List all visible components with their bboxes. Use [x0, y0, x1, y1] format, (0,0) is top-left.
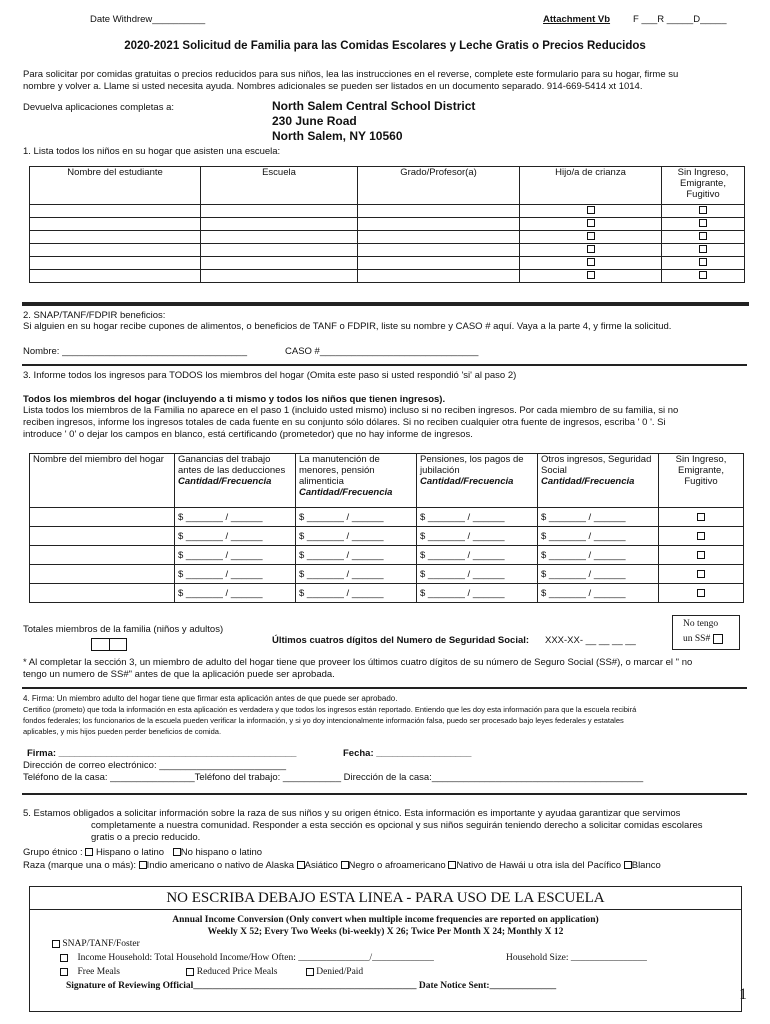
- divider: [22, 364, 747, 366]
- income-row: [30, 546, 744, 565]
- income-cell[interactable]: [30, 527, 175, 546]
- divider: [22, 687, 747, 689]
- section3-bold-line: Todos los miembros del hogar (incluyendo a ti mismo y todos los niños que tienen ingresos).: [23, 394, 446, 405]
- office-use-title: NO ESCRIBA DEBAJO ESTA LINEA - PARA USO DE LA ESCUELA: [30, 887, 741, 910]
- child-cell[interactable]: [30, 257, 201, 270]
- attachment-label: Attachment Vb: [543, 14, 611, 25]
- child-row: [30, 244, 745, 257]
- amount-frequency-field[interactable]: $ _______ / ______: [541, 568, 626, 580]
- income-row: [30, 565, 744, 584]
- district-street: 230 June Road: [272, 114, 357, 128]
- snap-label: SNAP/TANF/Foster: [62, 939, 140, 949]
- income-cell[interactable]: [175, 508, 296, 527]
- ethnic-hispanic-label: Hispano o latino: [95, 847, 165, 858]
- income-cell[interactable]: [30, 508, 175, 527]
- race-asian-label: Asiático: [304, 860, 338, 871]
- income-cell[interactable]: [296, 527, 417, 546]
- free-meals-checkbox[interactable]: [60, 968, 68, 976]
- income-checkbox[interactable]: [60, 954, 68, 962]
- foster-checkbox[interactable]: [587, 245, 595, 253]
- income-cell[interactable]: [175, 584, 296, 603]
- intro-line-1: Para solicitar por comidas gratuitas o precios reducidos para sus niños, lea las instrucciones en el reverse, complete este formulario para su hogar, firme su: [23, 69, 679, 80]
- page-number: 1: [739, 986, 747, 1003]
- section5-text-2: completamente a nuestra comunidad. Responder a esta sección es opcional y sus niños seguirán teniendo derecho a solicitar comidas escolares: [91, 820, 703, 831]
- child-cell[interactable]: [662, 257, 745, 270]
- child-cell[interactable]: [30, 231, 201, 244]
- race-native-american-checkbox[interactable]: [139, 861, 147, 869]
- district-name: North Salem Central School District: [272, 99, 476, 113]
- household-total-box[interactable]: [91, 638, 127, 651]
- cert-text-3: aplicables, y mis hijos pueden perder beneficios de comida.: [23, 727, 222, 736]
- race-pacific-islander-label: Nativo de Hawái u otra isla del Pacífico: [456, 860, 622, 871]
- amount-frequency-field[interactable]: $ _______ / ______: [541, 511, 626, 523]
- col-other-income-label: Otros ingresos, Seguridad Social: [541, 454, 652, 476]
- income-row: [30, 527, 744, 546]
- amount-frequency-field[interactable]: $ _______ / ______: [299, 587, 384, 599]
- race-native-american-label: Indio americano o nativo de Alaska: [146, 860, 294, 871]
- no-income-checkbox[interactable]: [699, 232, 707, 240]
- income-cell[interactable]: [296, 584, 417, 603]
- ssn-label: Últimos cuatros dígitos del Numero de Seguridad Social:: [272, 635, 530, 646]
- income-row: [60, 953, 434, 963]
- income-cell[interactable]: [296, 508, 417, 527]
- ethnic-hispanic-checkbox[interactable]: [85, 848, 93, 856]
- income-cell[interactable]: [175, 546, 296, 565]
- child-cell[interactable]: [358, 231, 520, 244]
- col-other-income-freq: Cantidad/Frecuencia: [541, 476, 635, 487]
- amount-frequency-field[interactable]: $ _______ / ______: [420, 549, 505, 561]
- child-cell[interactable]: [662, 218, 745, 231]
- amount-frequency-field[interactable]: $ _______ / ______: [178, 549, 263, 561]
- income-cell[interactable]: [417, 508, 538, 527]
- no-ssn-line-1: No tengo: [683, 619, 719, 629]
- foster-checkbox[interactable]: [587, 219, 595, 227]
- child-cell[interactable]: [358, 257, 520, 270]
- household-size-field[interactable]: Household Size: ________________: [506, 953, 647, 963]
- member-no-income-checkbox[interactable]: [697, 513, 705, 521]
- col-pensions-label: Pensiones, los pagos de jubilación: [420, 454, 524, 476]
- denied-label: Denied/Paid: [316, 967, 364, 977]
- col-pensions: [417, 454, 538, 508]
- form-title: 2020-2021 Solicitud de Familia para las Comidas Escolares y Leche Gratis o Precios Reducidos: [124, 40, 646, 52]
- col-foster: Hijo/a de crianza: [520, 167, 662, 205]
- col-student-name: Nombre del estudiante: [30, 167, 201, 205]
- reduced-price-label: Reduced Price Meals: [196, 967, 278, 977]
- ssn-note-2: tengo un numero de SS#" antes de que la aplicación puede ser aprobada.: [23, 669, 335, 680]
- amount-frequency-field[interactable]: $ _______ / ______: [299, 530, 384, 542]
- foster-checkbox[interactable]: [587, 258, 595, 266]
- no-income-checkbox[interactable]: [699, 258, 707, 266]
- child-cell[interactable]: [201, 257, 358, 270]
- section3-text-1: Lista todos los miembros de la Familia no aparece en el paso 1 (incluido usted mismo) incluso si no reciben ingresos. Por cada miembro de su familia, si no: [23, 405, 679, 416]
- income-household-field[interactable]: Income Household: Total Household Income/How Often: _______________/_____________: [77, 953, 434, 963]
- child-cell[interactable]: [201, 244, 358, 257]
- section2-label: 2. SNAP/TANF/FDPIR beneficios:: [23, 310, 166, 321]
- children-table: [29, 166, 745, 283]
- income-cell[interactable]: [538, 546, 659, 565]
- determination-row: [60, 967, 363, 977]
- child-cell[interactable]: [30, 218, 201, 231]
- child-cell[interactable]: [30, 244, 201, 257]
- income-cell[interactable]: [659, 508, 744, 527]
- child-cell[interactable]: [520, 231, 662, 244]
- income-table: [29, 453, 744, 603]
- income-cell[interactable]: [659, 546, 744, 565]
- foster-checkbox[interactable]: [587, 232, 595, 240]
- divider: [22, 793, 747, 795]
- amount-frequency-field[interactable]: $ _______ / ______: [299, 511, 384, 523]
- race-white-label: Blanco: [631, 860, 661, 871]
- race-white-checkbox[interactable]: [624, 861, 632, 869]
- income-cell[interactable]: [30, 546, 175, 565]
- col-child-support: [296, 454, 417, 508]
- child-cell[interactable]: [520, 257, 662, 270]
- child-row: [30, 270, 745, 283]
- section5-text-3: gratis o a precio reducido.: [91, 832, 201, 843]
- section2-text: Si alguien en su hogar recibe cupones de alimentos, o beneficios de TANF o FDPIR, liste su nombre y CASO # aquí. Vaya a la parte 4, y firme la solicitud.: [23, 321, 672, 332]
- ssn-field[interactable]: XXX-XX- __ __ __ __: [545, 635, 636, 646]
- child-cell[interactable]: [201, 231, 358, 244]
- child-cell[interactable]: [30, 205, 201, 218]
- child-cell[interactable]: [201, 205, 358, 218]
- amount-frequency-field[interactable]: $ _______ / ______: [178, 587, 263, 599]
- child-cell[interactable]: [30, 270, 201, 283]
- snap-checkbox[interactable]: [52, 940, 60, 948]
- section1-label: 1. Lista todos los niños en su hogar que asisten una escuela:: [23, 146, 281, 157]
- income-row: [30, 508, 744, 527]
- income-conversion-1: Annual Income Conversion (Only convert when multiple income frequencies are reported on application): [172, 915, 599, 925]
- race-black-checkbox[interactable]: [341, 861, 349, 869]
- cert-text-1: Certifico (prometo) que toda la información en esta aplicación es verdadera y que todos los ingresos están reportado. Entiendo que les doy esta información para que la escuela recibirá: [23, 705, 637, 714]
- child-cell[interactable]: [520, 205, 662, 218]
- child-row: [30, 218, 745, 231]
- section4-label: 4. Firma: Un miembro adulto del hogar tiene que firmar esta aplicación antes de que puede ser aprobado.: [23, 694, 398, 703]
- amount-frequency-field[interactable]: $ _______ / ______: [541, 587, 626, 599]
- income-cell[interactable]: [417, 565, 538, 584]
- child-cell[interactable]: [201, 270, 358, 283]
- income-cell[interactable]: [659, 565, 744, 584]
- income-cell[interactable]: [30, 584, 175, 603]
- race-black-label: Negro o afroamericano: [348, 860, 446, 871]
- member-no-income-checkbox[interactable]: [697, 551, 705, 559]
- date-field[interactable]: Fecha: __________________: [343, 748, 472, 759]
- income-cell[interactable]: [538, 584, 659, 603]
- col-no-income: Sin Ingreso, Emigrante, Fugitivo: [662, 167, 745, 205]
- income-cell[interactable]: [30, 565, 175, 584]
- email-field[interactable]: Dirección de correo electrónico: ________________________: [23, 760, 287, 771]
- col-child-support-label: La manutención de menores, pensión alimenticia: [299, 454, 380, 487]
- ethnic-row: [23, 847, 262, 858]
- ethnic-label: Grupo étnico :: [23, 847, 83, 858]
- col-member-no-income: Sin Ingreso, Emigrante, Fugitivo: [659, 454, 744, 508]
- income-cell[interactable]: [417, 527, 538, 546]
- phone-address-field[interactable]: Teléfono de la casa: ________________Teléfono del trabajo: ___________ Dirección de la casa:________________________________________: [23, 772, 644, 783]
- section3-text-3: introduce ' 0' o dejar los campos en blanco, está certificando (prometedor) que no hay informe de ingresos.: [23, 429, 473, 440]
- box-divider: [109, 639, 110, 651]
- race-asian-checkbox[interactable]: [297, 861, 305, 869]
- amount-frequency-field[interactable]: $ _______ / ______: [178, 568, 263, 580]
- amount-frequency-field[interactable]: $ _______ / ______: [299, 549, 384, 561]
- income-cell[interactable]: [417, 546, 538, 565]
- child-row: [30, 231, 745, 244]
- no-income-checkbox[interactable]: [699, 206, 707, 214]
- income-cell[interactable]: [538, 508, 659, 527]
- income-cell[interactable]: [538, 565, 659, 584]
- reduced-price-checkbox[interactable]: [186, 968, 194, 976]
- ethnic-non-hispanic-label: No hispano o latino: [180, 847, 263, 858]
- child-cell[interactable]: [358, 205, 520, 218]
- income-cell[interactable]: [417, 584, 538, 603]
- amount-frequency-field[interactable]: $ _______ / ______: [420, 530, 505, 542]
- child-row: [30, 257, 745, 270]
- amount-frequency-field[interactable]: $ _______ / ______: [541, 530, 626, 542]
- section5-text-1: 5. Estamos obligados a solicitar información sobre la raza de sus niños y su origen étnico. Esta información es importante y ayudaa garantizar que servimos: [23, 808, 681, 819]
- race-label: Raza (marque una o más):: [23, 860, 136, 871]
- foster-checkbox[interactable]: [587, 271, 595, 279]
- child-cell[interactable]: [662, 244, 745, 257]
- divider: [22, 302, 749, 306]
- amount-frequency-field[interactable]: $ _______ / ______: [178, 511, 263, 523]
- child-cell[interactable]: [201, 218, 358, 231]
- income-conversion-2: Weekly X 52; Every Two Weeks (bi-weekly) X 26; Twice Per Month X 24; Monthly X 12: [207, 927, 564, 937]
- col-earnings: [175, 454, 296, 508]
- no-ssn-line-2: un SS#: [683, 634, 711, 645]
- amount-frequency-field[interactable]: $ _______ / ______: [178, 530, 263, 542]
- return-label: Devuelva aplicaciones completas a:: [23, 102, 175, 113]
- section3-text-2: reciben ingresos, informe los ingresos totales de cada fuente en su conjunto sólo dólares. Si no reciben cualquier otra fuente de ingresos, escriba ' 0 '. Si: [23, 417, 666, 428]
- col-earnings-label: Ganancias del trabajo antes de las deducciones: [178, 454, 286, 476]
- section3-label: 3. Informe todos los ingresos para TODOS los miembros del hogar (Omita este paso si usted respondió 'si' al paso 2): [23, 370, 517, 381]
- col-pensions-freq: Cantidad/Frecuencia: [420, 476, 514, 487]
- no-ssn-checkbox[interactable]: [713, 634, 723, 644]
- ethnic-non-hispanic-checkbox[interactable]: [173, 848, 181, 856]
- amount-frequency-field[interactable]: $ _______ / ______: [299, 568, 384, 580]
- col-earnings-freq: Cantidad/Frecuencia: [178, 476, 272, 487]
- col-member-name: Nombre del miembro del hogar: [30, 454, 175, 508]
- snap-name-field[interactable]: Nombre: ___________________________________: [23, 346, 247, 357]
- member-no-income-checkbox[interactable]: [697, 589, 705, 597]
- snap-case-field[interactable]: CASO #______________________________: [285, 346, 479, 357]
- household-total-label: Totales miembros de la familia (niños y adultos): [23, 624, 224, 635]
- snap-row: [52, 939, 140, 949]
- income-cell[interactable]: [296, 565, 417, 584]
- no-income-checkbox[interactable]: [699, 245, 707, 253]
- foster-checkbox[interactable]: [587, 206, 595, 214]
- child-row: [30, 205, 745, 218]
- income-cell[interactable]: [538, 527, 659, 546]
- race-row: [23, 860, 661, 871]
- income-cell[interactable]: [659, 584, 744, 603]
- member-no-income-checkbox[interactable]: [697, 532, 705, 540]
- income-cell[interactable]: [659, 527, 744, 546]
- no-ssn-line-2-row: [683, 634, 739, 644]
- intro-line-2: nombre y volver a. Llame si usted necesita ayuda. Nombres adicionales se pueden ser listados en un documento separado. 914-669-5414 xt 1014.: [23, 81, 643, 92]
- amount-frequency-field[interactable]: $ _______ / ______: [420, 568, 505, 580]
- child-cell[interactable]: [520, 270, 662, 283]
- date-withdrew: Date Withdrew__________: [90, 14, 206, 25]
- child-cell[interactable]: [520, 244, 662, 257]
- col-child-support-freq: Cantidad/Frecuencia: [299, 487, 393, 498]
- amount-frequency-field[interactable]: $ _______ / ______: [541, 549, 626, 561]
- income-cell[interactable]: [175, 527, 296, 546]
- col-grade: Grado/Profesor(a): [358, 167, 520, 205]
- denied-checkbox[interactable]: [306, 968, 314, 976]
- cert-text-2: fondos federales; los funcionarios de la escuela pueden verificar la información, y si yo doy intencionalmente información falsa, puedo ser procesado bajo leyes federales y estatales: [23, 716, 624, 725]
- col-school: Escuela: [201, 167, 358, 205]
- no-income-checkbox[interactable]: [699, 271, 707, 279]
- frd-field[interactable]: F ___R _____D_____: [633, 14, 727, 25]
- amount-frequency-field[interactable]: $ _______ / ______: [420, 511, 505, 523]
- col-other-income: [538, 454, 659, 508]
- child-cell[interactable]: [358, 270, 520, 283]
- child-cell[interactable]: [662, 270, 745, 283]
- income-cell[interactable]: [175, 565, 296, 584]
- office-use-box: [29, 886, 742, 1012]
- child-cell[interactable]: [662, 205, 745, 218]
- no-income-checkbox[interactable]: [699, 219, 707, 227]
- child-cell[interactable]: [358, 218, 520, 231]
- no-ssn-box: [672, 615, 740, 650]
- child-cell[interactable]: [662, 231, 745, 244]
- income-cell[interactable]: [296, 546, 417, 565]
- child-cell[interactable]: [358, 244, 520, 257]
- member-no-income-checkbox[interactable]: [697, 570, 705, 578]
- income-row: [30, 584, 744, 603]
- amount-frequency-field[interactable]: $ _______ / ______: [420, 587, 505, 599]
- reviewing-official-signature[interactable]: Signature of Reviewing Official_______________________________________________ Date Notice Sent:______________: [66, 981, 557, 991]
- free-meals-label: Free Meals: [77, 967, 120, 977]
- signature-field[interactable]: Firma: _____________________________________________: [27, 748, 297, 759]
- district-city: North Salem, NY 10560: [272, 129, 403, 143]
- child-cell[interactable]: [520, 218, 662, 231]
- ssn-note-1: * Al completar la sección 3, un miembro de adulto del hogar tiene que proveer los últimos cuatro dígitos de su número de Seguro Social (SS#), o marcar el " no: [23, 657, 693, 668]
